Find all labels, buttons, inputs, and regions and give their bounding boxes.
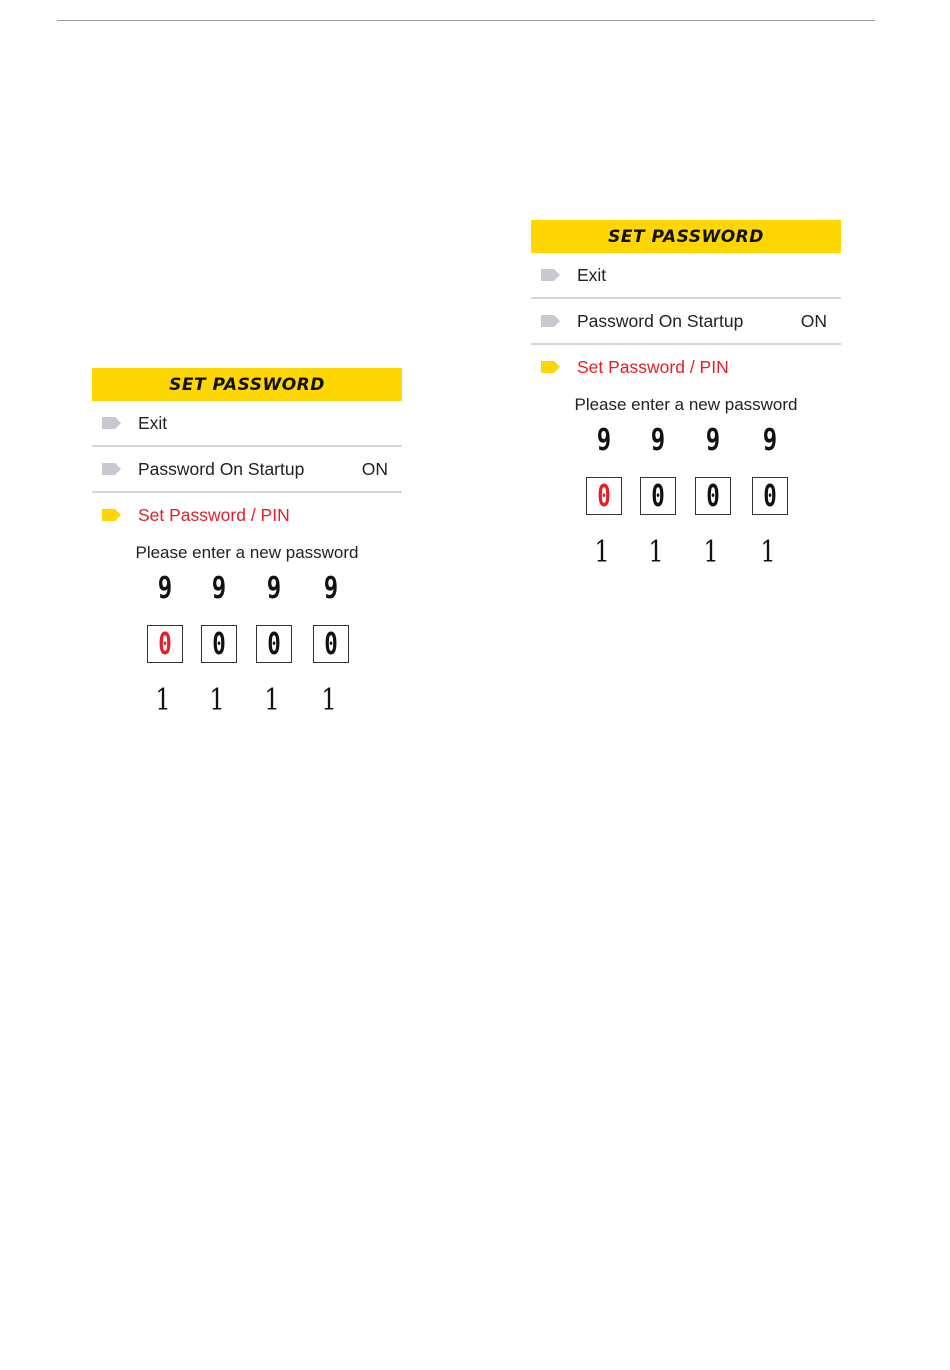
menu-title: SET PASSWORD <box>92 368 402 401</box>
menu-item-label: Password On Startup <box>138 458 305 479</box>
tag-arrow-icon <box>541 315 560 327</box>
digit-below: 1 <box>209 682 225 718</box>
menu-item-label: Exit <box>577 264 607 285</box>
menu-item-label: Exit <box>138 412 168 433</box>
menu-item-value: ON <box>361 458 388 479</box>
tag-arrow-icon <box>541 361 560 373</box>
digit-input[interactable]: 0 <box>640 477 676 515</box>
password-prompt: Please enter a new password <box>574 395 798 414</box>
digits-current-row <box>531 477 841 533</box>
digits-current-row <box>92 625 402 681</box>
digit-below: 1 <box>703 534 719 570</box>
digit-below: 1 <box>264 682 280 718</box>
digit-input[interactable]: 0 <box>256 625 292 663</box>
menu-item-label: Set Password / PIN <box>138 504 290 525</box>
menu-item-password-on-startup[interactable] <box>531 299 841 345</box>
menu-item-set-password-pin[interactable] <box>531 345 841 389</box>
page-top-rule <box>57 20 875 21</box>
tag-arrow-icon <box>102 417 121 429</box>
digit-above: 9 <box>157 570 173 606</box>
digit-below: 1 <box>760 534 776 570</box>
digit-above: 9 <box>650 422 666 458</box>
menu-item-label: Set Password / PIN <box>577 356 729 377</box>
tag-arrow-icon <box>102 509 121 521</box>
digit-above: 9 <box>705 422 721 458</box>
menu-item-value: ON <box>800 310 827 331</box>
digits-above-row <box>92 569 402 625</box>
digit-above: 9 <box>266 570 282 606</box>
menu-item-exit[interactable] <box>531 253 841 299</box>
set-password-screen-right <box>531 220 841 589</box>
password-prompt: Please enter a new password <box>135 543 359 562</box>
digit-input[interactable]: 0 <box>695 477 731 515</box>
digit-input[interactable]: 0 <box>586 477 622 515</box>
tag-arrow-icon <box>541 269 560 281</box>
digit-input[interactable]: 0 <box>147 625 183 663</box>
menu-item-set-password-pin[interactable] <box>92 493 402 537</box>
digits-above-row <box>531 421 841 477</box>
digit-above: 9 <box>211 570 227 606</box>
digit-above: 9 <box>323 570 339 606</box>
digit-below: 1 <box>648 534 664 570</box>
set-password-screen-left <box>92 368 402 737</box>
digit-below: 1 <box>594 534 610 570</box>
digit-input[interactable]: 0 <box>201 625 237 663</box>
digit-below: 1 <box>155 682 171 718</box>
digit-below: 1 <box>321 682 337 718</box>
digit-above: 9 <box>762 422 778 458</box>
menu-title: SET PASSWORD <box>531 220 841 253</box>
digit-above: 9 <box>596 422 612 458</box>
digit-input[interactable]: 0 <box>752 477 788 515</box>
digits-below-row <box>531 533 841 589</box>
digits-below-row <box>92 681 402 737</box>
menu-item-exit[interactable] <box>92 401 402 447</box>
menu-item-label: Password On Startup <box>577 310 744 331</box>
tag-arrow-icon <box>102 463 121 475</box>
menu-item-password-on-startup[interactable] <box>92 447 402 493</box>
digit-input[interactable]: 0 <box>313 625 349 663</box>
